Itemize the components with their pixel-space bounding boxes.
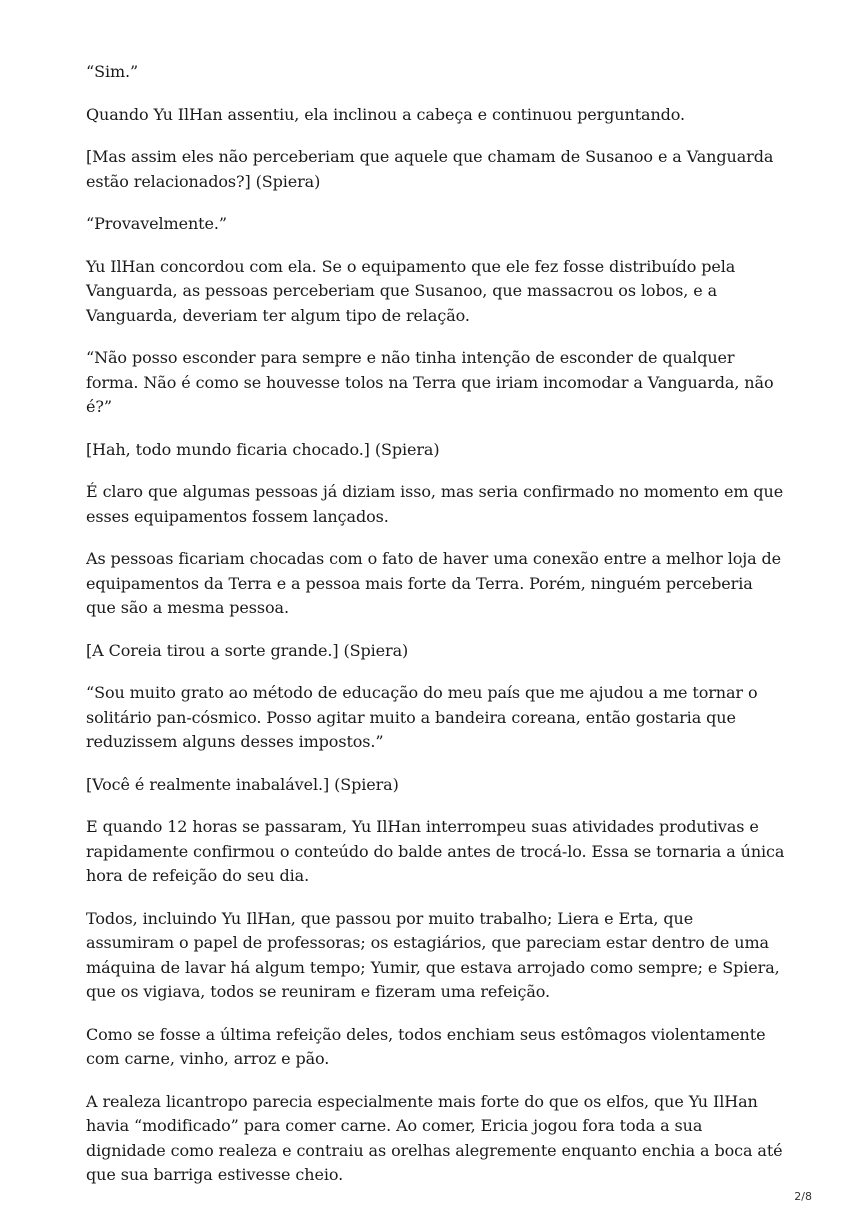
paragraph: “Não posso esconder para sempre e não tinha intenção de esconder de qualquer forma. Não é como se houvesse tolos na Terra que iriam incomodar a Vanguarda, não é?” <box>86 348 774 416</box>
paragraph: [Mas assim eles não perceberiam que aquele que chamam de Susanoo e a Vanguarda estão relacionados?] (Spiera) <box>86 147 774 191</box>
paragraph: “Sou muito grato ao método de educação do meu país que me ajudou a me tornar o solitário pan-cósmico. Posso agitar muito a bandeira coreana, então gostaria que reduzissem alguns desses impostos.” <box>86 683 758 751</box>
paragraph: [Você é realmente inabalável.] (Spiera) <box>86 774 399 794</box>
page-number: 2/8 <box>794 1190 812 1203</box>
paragraph: É claro que algumas pessoas já diziam isso, mas seria confirmado no momento em que esses equipamentos fossem lançados. <box>86 482 784 526</box>
paragraph: Yu IlHan concordou com ela. Se o equipamento que ele fez fosse distribuído pela Vanguarda, as pessoas perceberiam que Susanoo, que massacrou os lobos, e a Vanguarda, deveriam ter algum tipo de relação. <box>86 256 736 325</box>
paragraph: [Hah, todo mundo ficaria chocado.] (Spiera) <box>86 439 440 459</box>
paragraph: [A Coreia tirou a sorte grande.] (Spiera) <box>86 640 409 660</box>
paragraph: “Sim.” <box>86 62 139 81</box>
document-body <box>86 60 786 1206</box>
paragraph: Como se fosse a última refeição deles, todos enchiam seus estômagos violentamente com carne, vinho, arroz e pão. <box>86 1024 766 1068</box>
paragraph: Quando Yu IlHan assentiu, ela inclinou a cabeça e continuou perguntando. <box>86 104 686 124</box>
paragraph: Todos, incluindo Yu IlHan, que passou por muito trabalho; Liera e Erta, que assumiram o papel de professoras; os estagiários, que pareciam estar dentro de uma máquina de lavar há algum tempo; Yumir, que estava arrojado como sempre; e Spiera, que os vigiava, todos se reuniram e fizeram uma refeição. <box>86 908 780 1001</box>
paragraph: A realeza licantropo parecia especialmente mais forte do que os elfos, que Yu IlHan havia “modificado” para comer carne. Ao comer, Ericia jogou fora toda a sua dignidade como realeza e contraiu as orelhas alegremente enquanto enchia a boca até que sua barriga estivesse cheio. <box>86 1091 783 1184</box>
paragraph: E quando 12 horas se passaram, Yu IlHan interrompeu suas atividades produtivas e rapidamente confirmou o conteúdo do balde antes de trocá-lo. Essa se tornaria a única hora de refeição do seu dia. <box>86 817 785 885</box>
paragraph: “Provavelmente.” <box>86 214 227 233</box>
paragraph: As pessoas ficariam chocadas com o fato de haver uma conexão entre a melhor loja de equipamentos da Terra e a pessoa mais forte da Terra. Porém, ninguém perceberia que são a mesma pessoa. <box>86 549 782 617</box>
